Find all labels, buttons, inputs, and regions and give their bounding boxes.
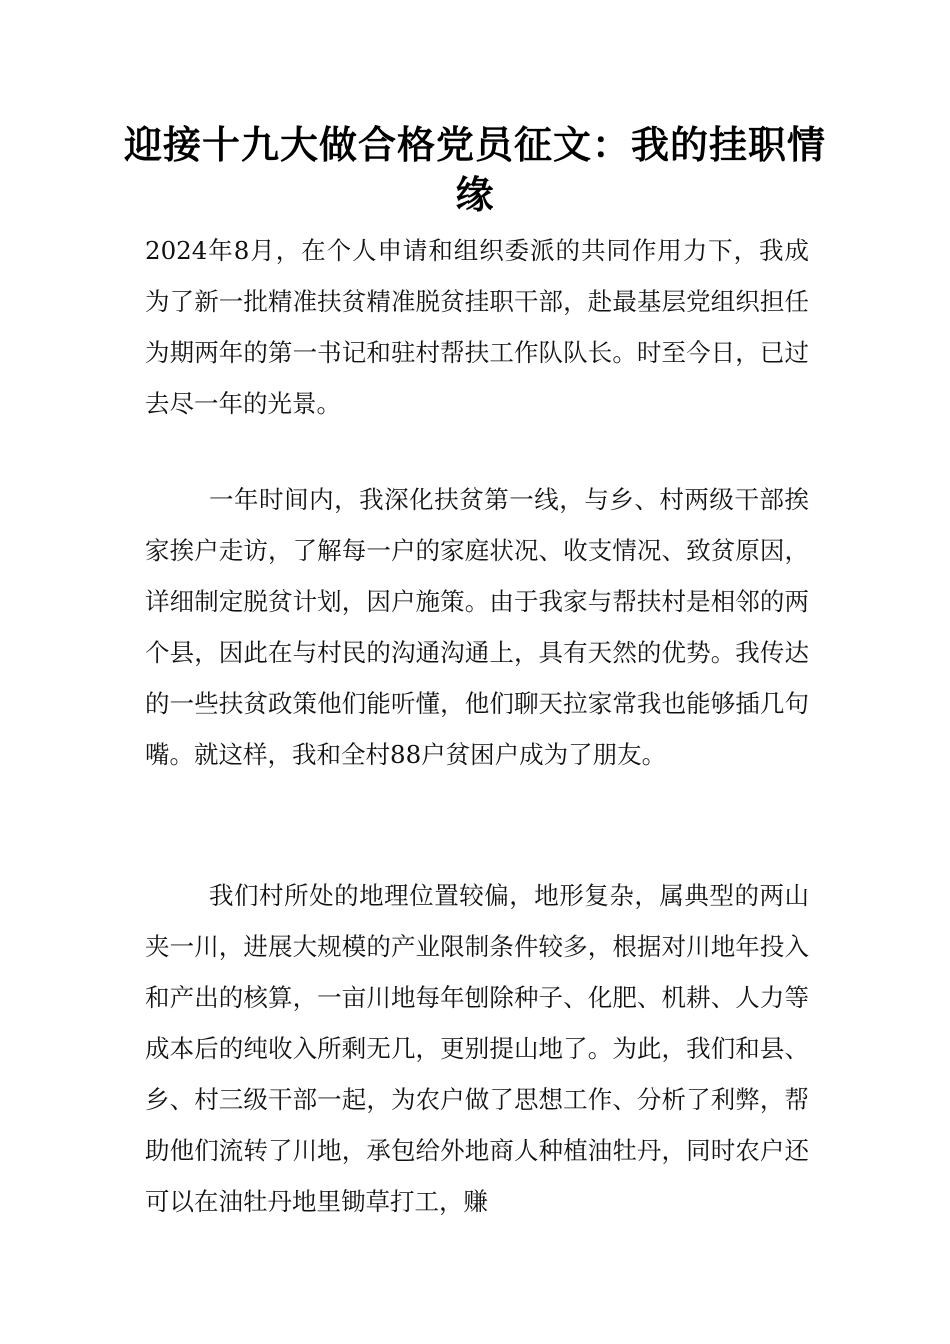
paragraph-3: 我们村所处的地理位置较偏，地形复杂，属典型的两山夹一川，进展大规模的产业限制条件较多，根据对川地年投入和产出的核算，一亩川地每年刨除种子、化肥、机耕、人力等成本后的纯收入所剩无几，更别提山地了。为此，我们和县、乡、村三级干部一起，为农户做了思想工作、分析了利弊，帮助他们流转了川地，承包给外地商人种植油牡丹，同时农户还可以在油牡丹地里锄草打工，赚 [145, 881, 809, 1216]
paragraph-1: 2024年8月，在个人申请和组织委派的共同作用力下，我成为了新一批精准扶贫精准脱贫挂职干部，赴最基层党组织担任为期两年的第一书记和驻村帮扶工作队队长。时至今日，已过去尽一年的光景。 [145, 236, 809, 418]
paragraph-2: 一年时间内，我深化扶贫第一线，与乡、村两级干部挨家挨户走访，了解每一户的家庭状况、收支情况、致贫原因，详细制定脱贫计划，因户施策。由于我家与帮扶村是相邻的两个县，因此在与村民的沟通沟通上，具有天然的优势。我传达的一些扶贫政策他们能听懂，他们聊天拉家常我也能够插几句嘴。就这样，我和全村88户贫困户成为了朋友。 [145, 485, 809, 769]
document-title: 迎接十九大做合格党员征文：我的挂职情缘 [123, 123, 826, 217]
